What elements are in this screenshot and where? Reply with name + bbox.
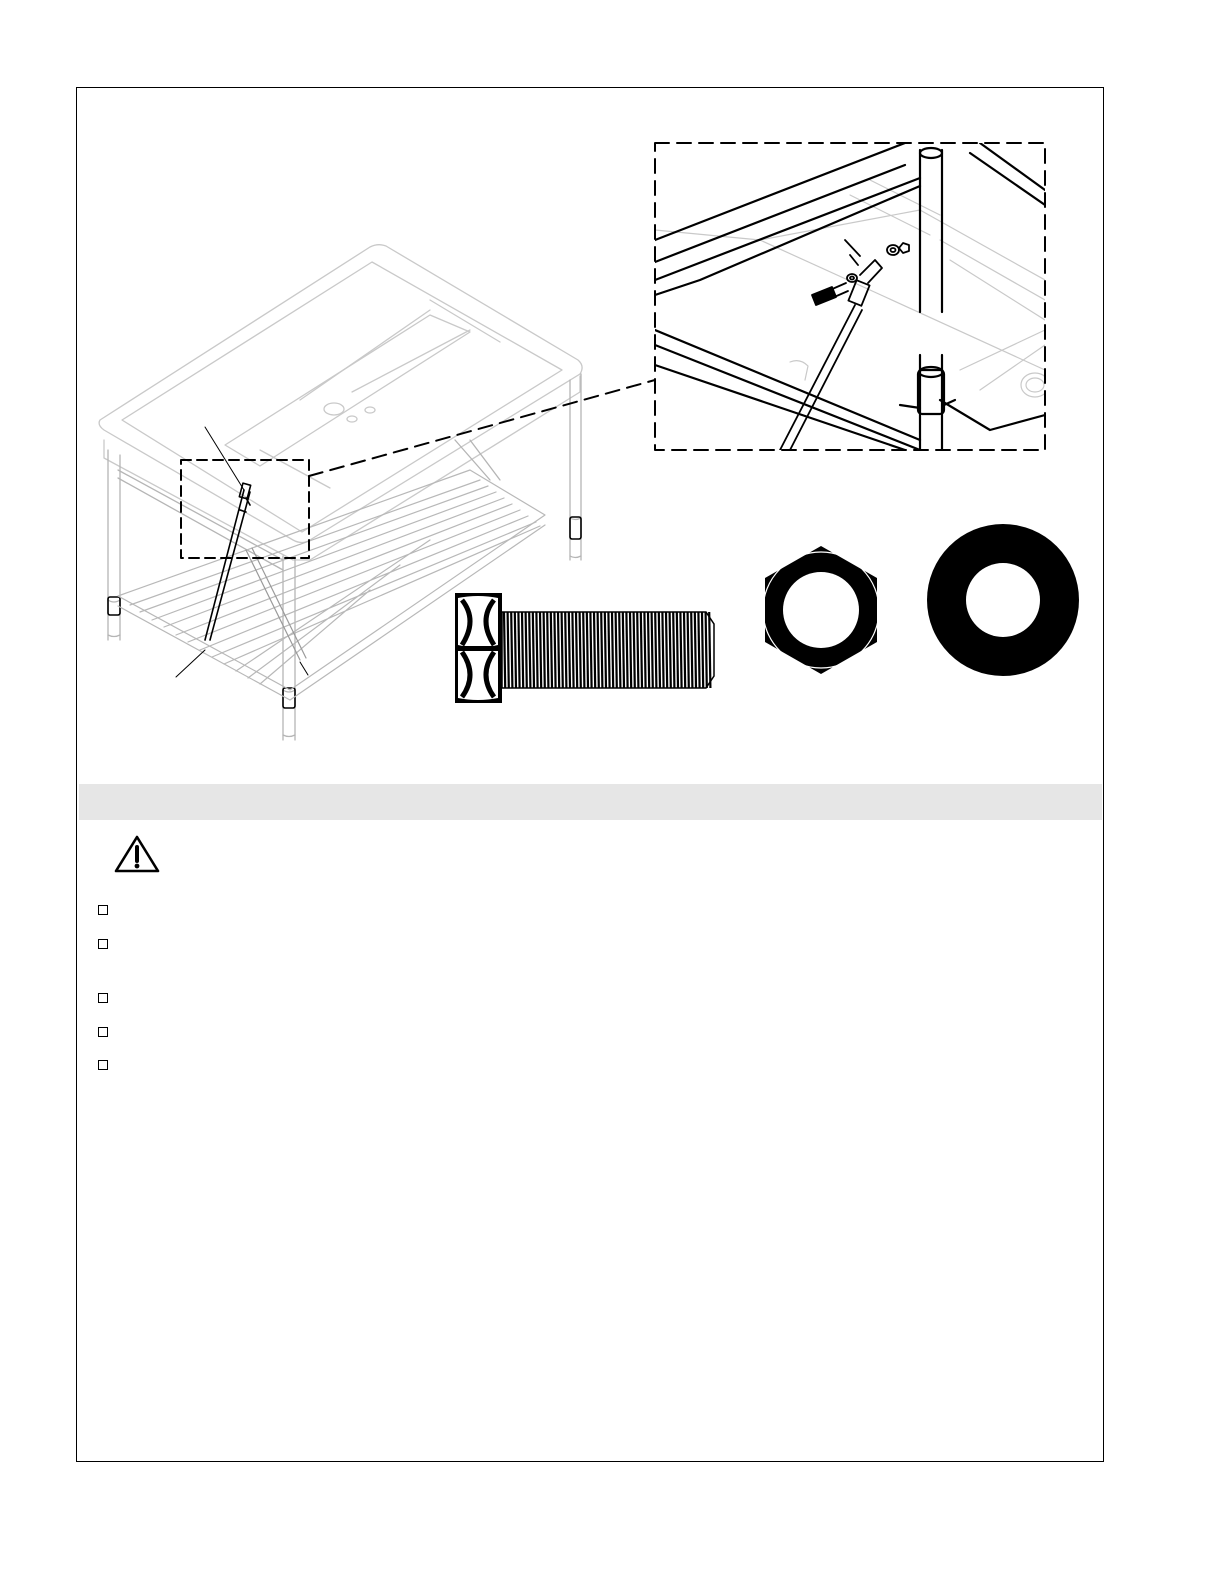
checkbox-icon (98, 905, 108, 915)
hex-bolt-drawing (455, 593, 714, 703)
detail-view (655, 143, 1049, 450)
assembly-illustration (0, 0, 1225, 790)
warning-triangle-icon (113, 834, 161, 874)
checkbox-icon (98, 1027, 108, 1037)
instruction-checklist (98, 904, 1078, 1079)
hex-nut-drawing (763, 546, 879, 674)
checklist-item (98, 904, 1078, 924)
flat-washer-drawing (927, 524, 1079, 676)
checklist-item (98, 938, 1078, 958)
checkbox-icon (98, 1060, 108, 1070)
checklist-item (98, 1059, 1078, 1079)
checklist-item (98, 1026, 1078, 1046)
bolt-threads (502, 612, 714, 688)
checklist-item (98, 992, 1078, 1012)
checkbox-icon (98, 993, 108, 1003)
checkbox-icon (98, 939, 108, 949)
section-heading-band (79, 784, 1102, 820)
